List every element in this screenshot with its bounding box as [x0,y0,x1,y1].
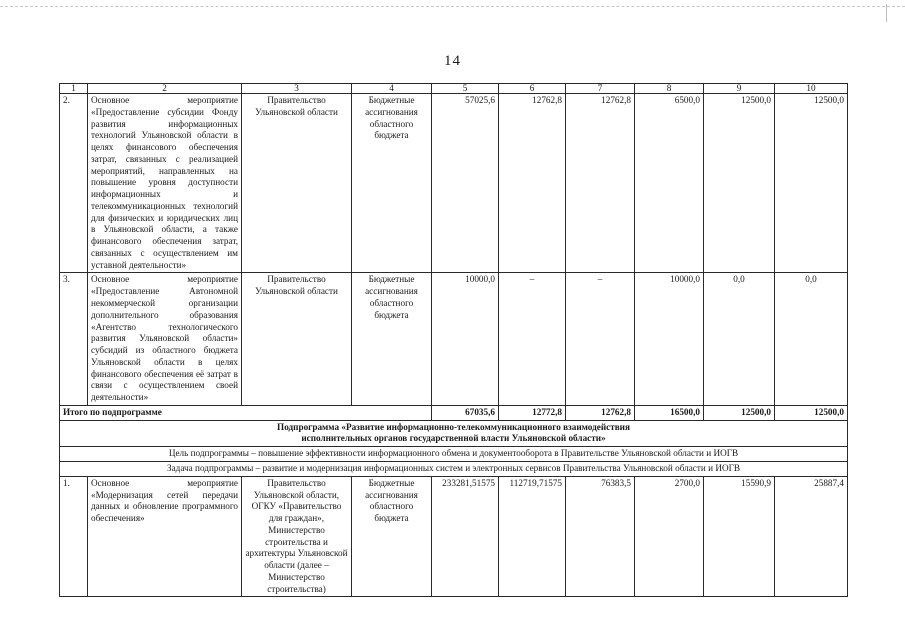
value-cell: – [499,273,566,405]
column-header: 7 [566,84,635,94]
total-value: 67035,6 [432,405,499,420]
row-number: 3. [60,273,88,405]
scan-edge-mark [886,4,897,22]
table-row [60,94,848,273]
scan-edge-line [0,6,905,7]
activity-name: Основное мероприятие «Предоставление Автономной некоммерческой организации дополнительного образования «Агентство технологического развития Ульяновской области» субсидий из областного бюджета Ульяновской области в целях финансового обеспечения её затрат в связи с осуществлением своей деятельности» [88,273,242,405]
value-cell: 2700,0 [635,476,704,597]
executor-cell: Правительство Ульяновской области, ОГКУ «Правительство для граждан», Министерство строительства и архитектуры Ульяновской области (далее – Министерство строительства) [242,476,352,597]
subprogram-title-line2: исполнительных органов государственной власти Ульяновской области» [301,433,606,444]
subprogram-row [60,420,848,447]
column-header: 9 [704,84,775,94]
total-label: Итого по подпрограмме [60,405,432,420]
subprogram-goal: Цель подпрограммы – повышение эффективности информационного обмена и документооборота в Правительстве Ульяновской области и ИОГВ [60,447,848,462]
value-total: 233281,51575 [432,476,499,597]
funding-source-cell: Бюджетные ассигнования областного бюджета [352,94,432,273]
table-header-row [60,84,848,94]
value-cell: 6500,0 [635,94,704,273]
column-header: 3 [242,84,352,94]
total-value: 12772,8 [499,405,566,420]
goal-row [60,447,848,462]
row-number: 2. [60,94,88,273]
value-total: 10000,0 [432,273,499,405]
column-header: 6 [499,84,566,94]
value-cell: 12762,8 [566,94,635,273]
funding-source-cell: Бюджетные ассигнования областного бюджета [352,476,432,597]
value-cell: 12500,0 [704,94,775,273]
value-cell: 25887,4 [775,476,848,597]
total-value: 12500,0 [775,405,848,420]
table-row [60,476,848,597]
row-number: 1. [60,476,88,597]
total-value: 16500,0 [635,405,704,420]
executor-cell: Правительство Ульяновской области [242,273,352,405]
subprogram-title [60,420,848,447]
column-header: 1 [60,84,88,94]
budget-table [59,83,848,597]
subprogram-task: Задача подпрограммы – развитие и модернизация информационных систем и электронных сервисов Правительства Ульяновской области и ИОГВ [60,461,848,476]
activity-name: Основное мероприятие «Модернизация сетей передачи данных и обновление программного обеспечения» [88,476,242,597]
column-header: 8 [635,84,704,94]
page-number: 14 [444,53,461,69]
column-header: 5 [432,84,499,94]
column-header: 10 [775,84,848,94]
subprogram-title-line1: Подпрограмма «Развитие информационно-телекоммуникационного взаимодействия [277,421,630,432]
value-cell: 0,0 [775,273,848,405]
value-cell: – [566,273,635,405]
value-cell: 12762,8 [499,94,566,273]
value-cell: 112719,71575 [499,476,566,597]
total-value: 12500,0 [704,405,775,420]
total-row [60,405,848,420]
value-total: 57025,6 [432,94,499,273]
total-value: 12762,8 [566,405,635,420]
value-cell: 76383,5 [566,476,635,597]
column-header: 2 [88,84,242,94]
activity-name: Основное мероприятие «Предоставление субсидии Фонду развития информационных технологий Ульяновской области в целях финансового обеспечения затрат, связанных с реализацией мероприятий, направленных на повышение уровня доступности информационных и телекоммуникационных технологий для физических и юридических лиц в Ульяновской области, а также финансового обеспечения затрат, связанных с осуществлением им уставной деятельности» [88,94,242,273]
funding-source-cell: Бюджетные ассигнования областного бюджета [352,273,432,405]
table-row [60,273,848,405]
task-row [60,461,848,476]
executor-cell: Правительство Ульяновской области [242,94,352,273]
value-cell: 15590,9 [704,476,775,597]
value-cell: 12500,0 [775,94,848,273]
value-cell: 10000,0 [635,273,704,405]
value-cell: 0,0 [704,273,775,405]
column-header: 4 [352,84,432,94]
